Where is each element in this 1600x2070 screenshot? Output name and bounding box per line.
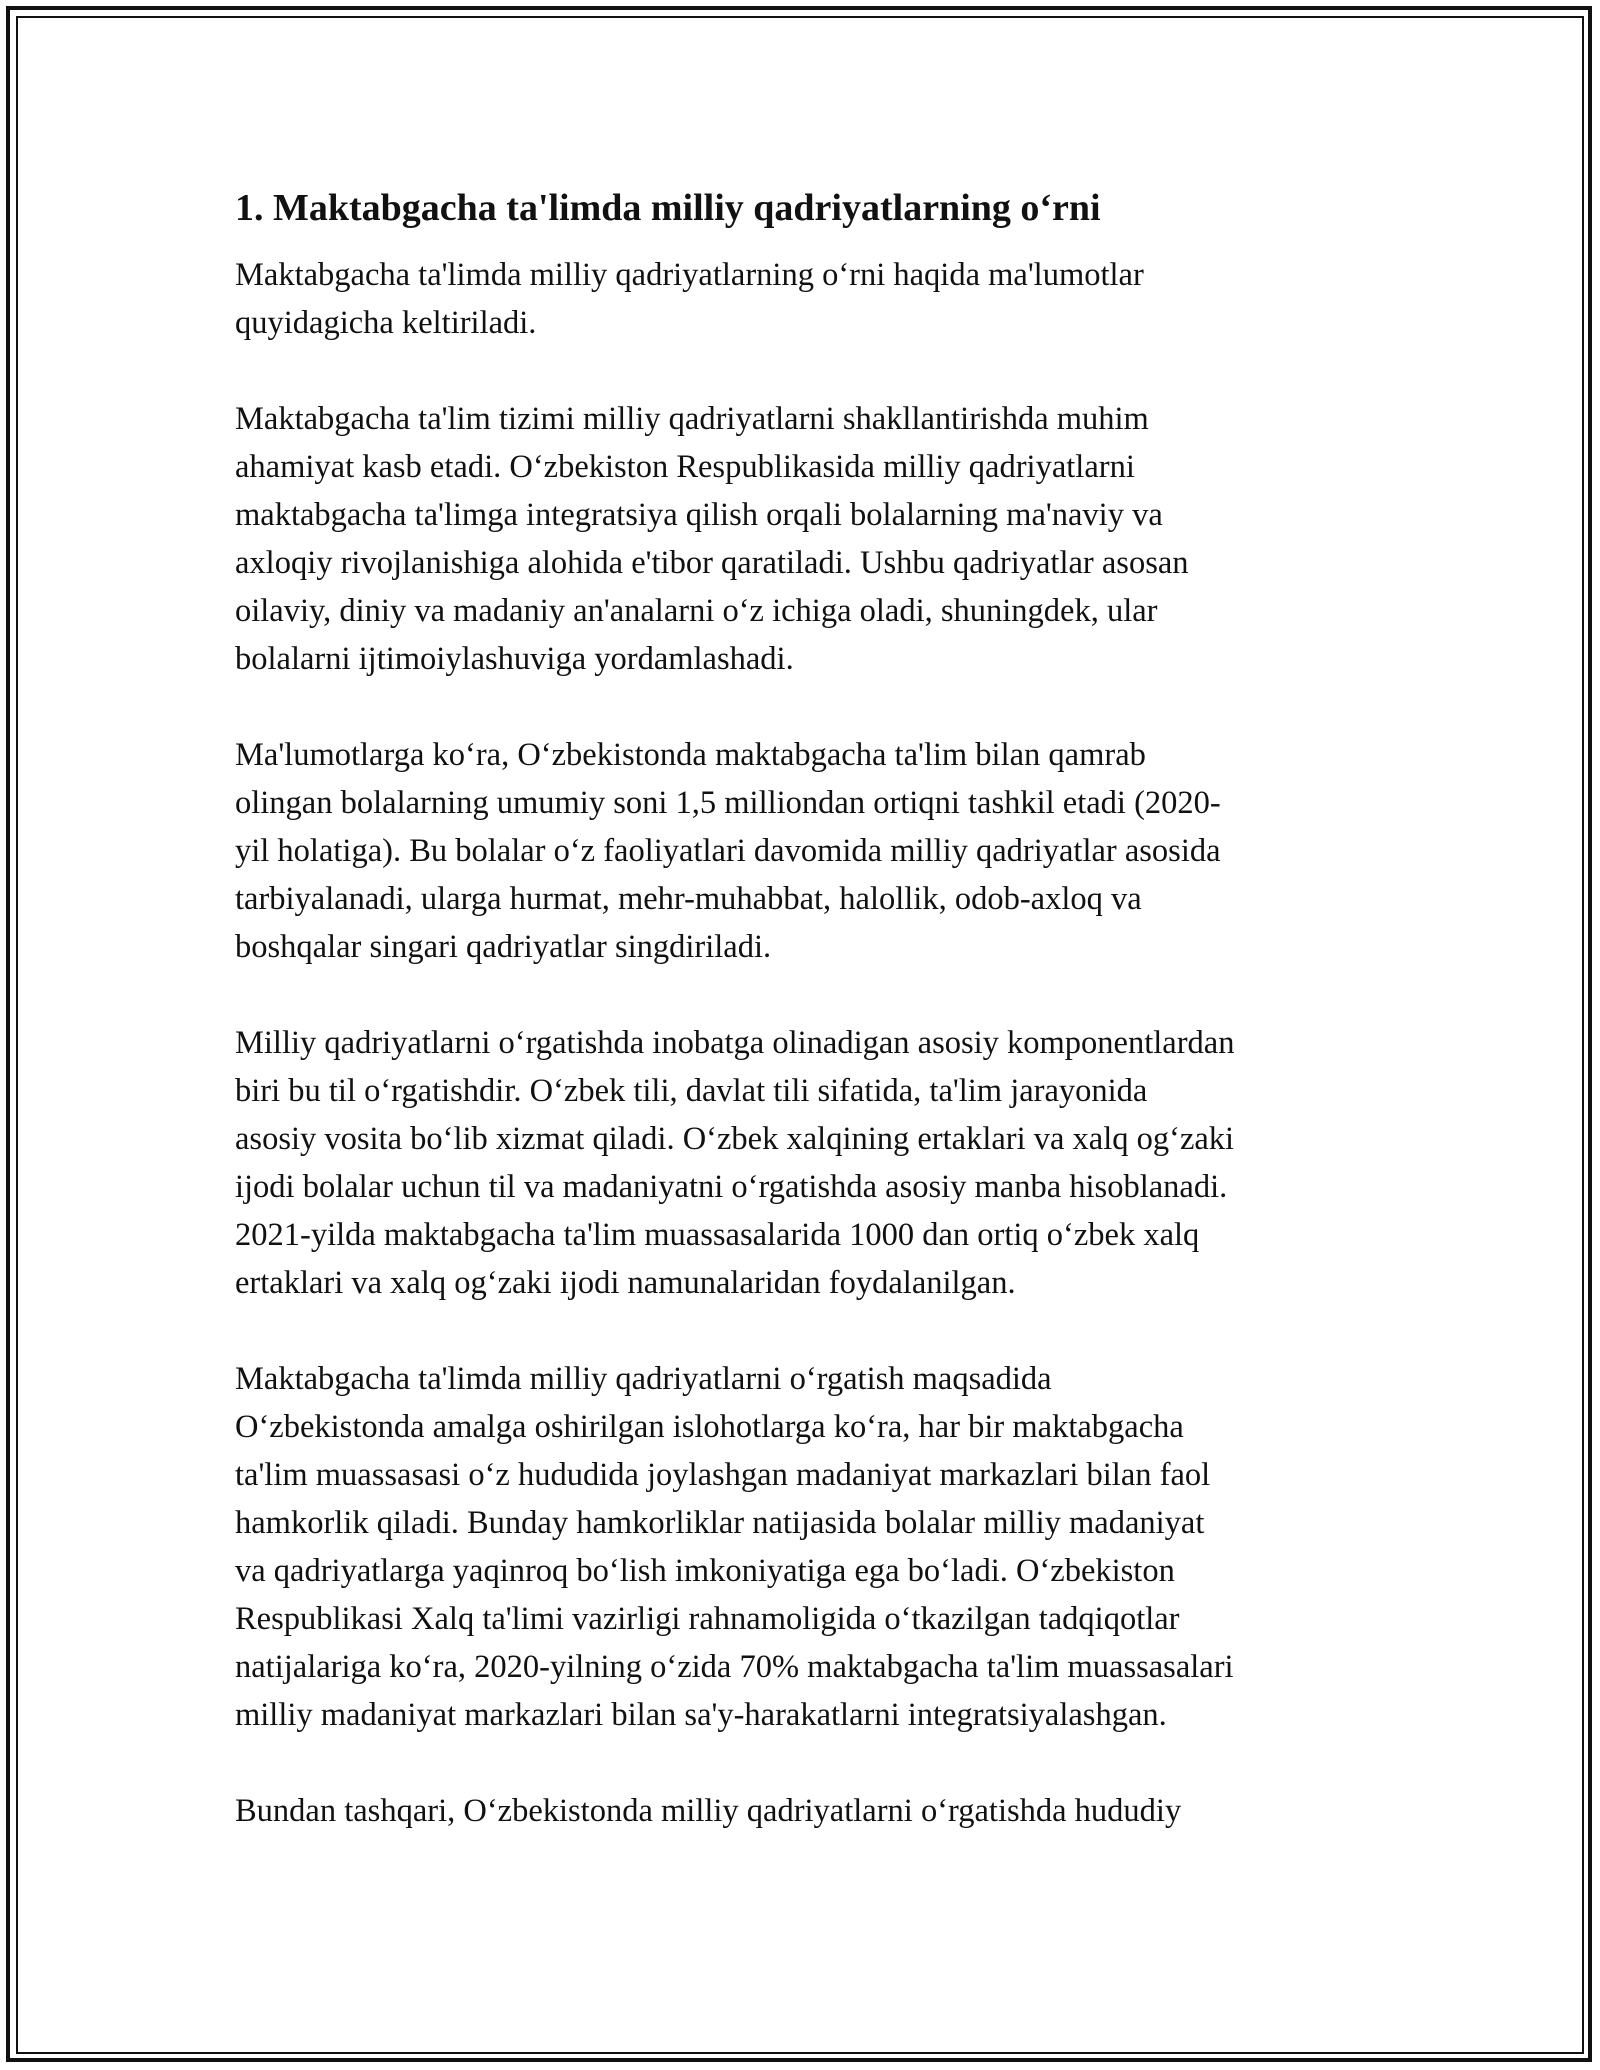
text-line: 2021-yilda maktabgacha ta'lim muassasalarida 1000 dan ortiq o‘zbek xalq xyxy=(235,1217,1200,1253)
paragraph-intro xyxy=(235,251,1370,347)
text-line: ta'lim muassasasi o‘z hududida joylashgan madaniyat markazlari bilan faol xyxy=(235,1457,1211,1493)
text-line: biri bu til o‘rgatishdir. O‘zbek tili, davlat tili sifatida, ta'lim jarayonida xyxy=(235,1073,1148,1109)
text-line: hamkorlik qiladi. Bunday hamkorliklar natijasida bolalar milliy madaniyat xyxy=(235,1505,1205,1541)
text-line: olingan bolalarning umumiy soni 1,5 milliondan ortiqni tashkil etadi (2020- xyxy=(235,785,1221,821)
text-line: yil holatiga). Bu bolalar o‘z faoliyatlari davomida milliy qadriyatlar asosida xyxy=(235,833,1221,869)
text-line: Milliy qadriyatlarni o‘rgatishda inobatga olinadigan asosiy komponentlardan xyxy=(235,1025,1235,1061)
text-line: milliy madaniyat markazlari bilan sa'y-harakatlarni integratsiyalashgan. xyxy=(235,1697,1167,1733)
section-heading: 1. Maktabgacha ta'limda milliy qadriyatlarning o‘rni xyxy=(235,187,1101,229)
text-line: oilaviy, diniy va madaniy an'analarni o‘z ichiga oladi, shuningdek, ular xyxy=(235,593,1158,629)
text-line: ertaklari va xalq og‘zaki ijodi namunalaridan foydalanilgan. xyxy=(235,1265,1016,1301)
text-line: Maktabgacha ta'limda milliy qadriyatlarni o‘rgatish maqsadida xyxy=(235,1361,1052,1397)
text-line: Ma'lumotlarga ko‘ra, O‘zbekistonda maktabgacha ta'lim bilan qamrab xyxy=(235,737,1146,773)
text-line: maktabgacha ta'limga integratsiya qilish orqali bolalarning ma'naviy va xyxy=(235,497,1163,533)
text-line: O‘zbekistonda amalga oshirilgan islohotlarga ko‘ra, har bir maktabgacha xyxy=(235,1409,1184,1445)
text-line: va qadriyatlarga yaqinroq bo‘lish imkoniyatiga ega bo‘ladi. O‘zbekiston xyxy=(235,1553,1175,1589)
text-line: Maktabgacha ta'lim tizimi milliy qadriyatlarni shakllantirishda muhim xyxy=(235,401,1149,437)
paragraph-language xyxy=(235,1019,1370,1307)
paragraph-statistics xyxy=(235,731,1370,971)
text-line: tarbiyalanadi, ularga hurmat, mehr-muhabbat, halollik, odob-axloq va xyxy=(235,881,1142,917)
paragraph-system-importance xyxy=(235,395,1370,683)
paragraph-regional xyxy=(235,1787,1370,1835)
text-line: quyidagicha keltiriladi. xyxy=(235,305,537,341)
text-line: ijodi bolalar uchun til va madaniyatni o‘rgatishda asosiy manba hisoblanadi. xyxy=(235,1169,1228,1205)
text-line: asosiy vosita bo‘lib xizmat qiladi. O‘zbek xalqining ertaklari va xalq og‘zaki xyxy=(235,1121,1235,1157)
text-line: natijalariga ko‘ra, 2020-yilning o‘zida 70% maktabgacha ta'lim muassasalari xyxy=(235,1649,1234,1685)
text-line: axloqiy rivojlanishiga alohida e'tibor qaratiladi. Ushbu qadriyatlar asosan xyxy=(235,545,1189,581)
text-line: Maktabgacha ta'limda milliy qadriyatlarning o‘rni haqida ma'lumotlar xyxy=(235,257,1144,293)
text-line: Respublikasi Xalq ta'limi vazirligi rahnamoligida o‘tkazilgan tadqiqotlar xyxy=(235,1601,1180,1637)
text-line: Bundan tashqari, O‘zbekistonda milliy qadriyatlarni o‘rgatishda hududiy xyxy=(235,1793,1182,1829)
text-line: bolalarni ijtimoiylashuviga yordamlashadi. xyxy=(235,641,794,677)
paragraph-reforms xyxy=(235,1355,1370,1739)
text-line: ahamiyat kasb etadi. O‘zbekiston Respublikasida milliy qadriyatlarni xyxy=(235,449,1135,485)
document-body xyxy=(235,185,1370,1883)
text-line: boshqalar singari qadriyatlar singdiriladi. xyxy=(235,929,772,965)
